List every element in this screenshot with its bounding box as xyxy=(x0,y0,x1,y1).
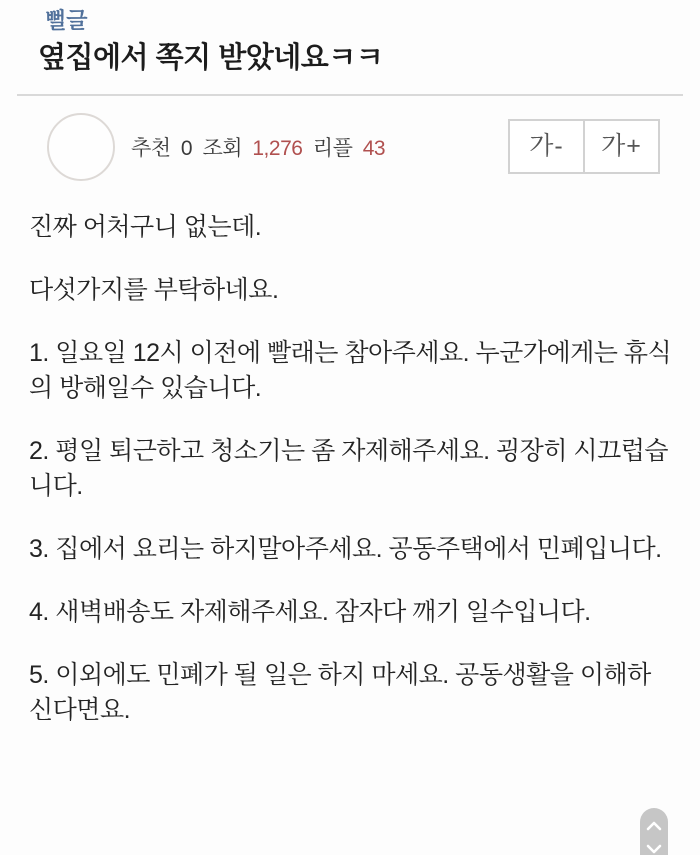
views-label: 조회 xyxy=(202,136,243,160)
font-size-controls xyxy=(508,119,660,174)
post-header xyxy=(0,0,700,76)
likes-count: 0 xyxy=(180,136,193,160)
likes-label: 추천 xyxy=(131,136,171,160)
post-paragraph: 다섯가지를 부탁하네요. xyxy=(29,276,279,304)
post-paragraph: 1. 일요일 12시 이전에 빨래는 참아주세요. 누군가에게는 휴식의 방해일수 있습니다. xyxy=(29,339,672,402)
author-avatar[interactable] xyxy=(47,113,115,181)
post-meta-row xyxy=(0,96,700,182)
post-title: 옆집에서 쪽지 받았네요ㅋㅋ xyxy=(38,42,384,74)
post-paragraph: 4. 새벽배송도 자제해주세요. 잠자다 깨기 일수입니다. xyxy=(29,598,591,626)
post-paragraph: 진짜 어처구니 없는데. xyxy=(29,213,262,241)
post-category-link[interactable]: 뻘글 xyxy=(45,8,88,33)
chevron-up-icon[interactable] xyxy=(646,820,662,832)
post-stats xyxy=(131,132,390,162)
replies-count: 43 xyxy=(362,136,386,160)
post-body xyxy=(0,182,700,728)
scroll-navigation-widget xyxy=(640,808,668,855)
post-paragraph: 2. 평일 퇴근하고 청소기는 좀 자제해주세요. 굉장히 시끄럽습니다. xyxy=(29,437,669,500)
font-increase-button[interactable]: 가+ xyxy=(583,119,660,174)
views-count: 1,276 xyxy=(252,136,303,160)
chevron-down-icon[interactable] xyxy=(646,843,662,855)
font-decrease-button[interactable]: 가- xyxy=(508,119,585,174)
replies-label: 리플 xyxy=(312,136,353,160)
post-paragraph: 3. 집에서 요리는 하지말아주세요. 공동주택에서 민폐입니다. xyxy=(29,535,662,563)
post-paragraph: 5. 이외에도 민폐가 될 일은 하지 마세요. 공동생활을 이해하신다면요. xyxy=(29,661,651,724)
